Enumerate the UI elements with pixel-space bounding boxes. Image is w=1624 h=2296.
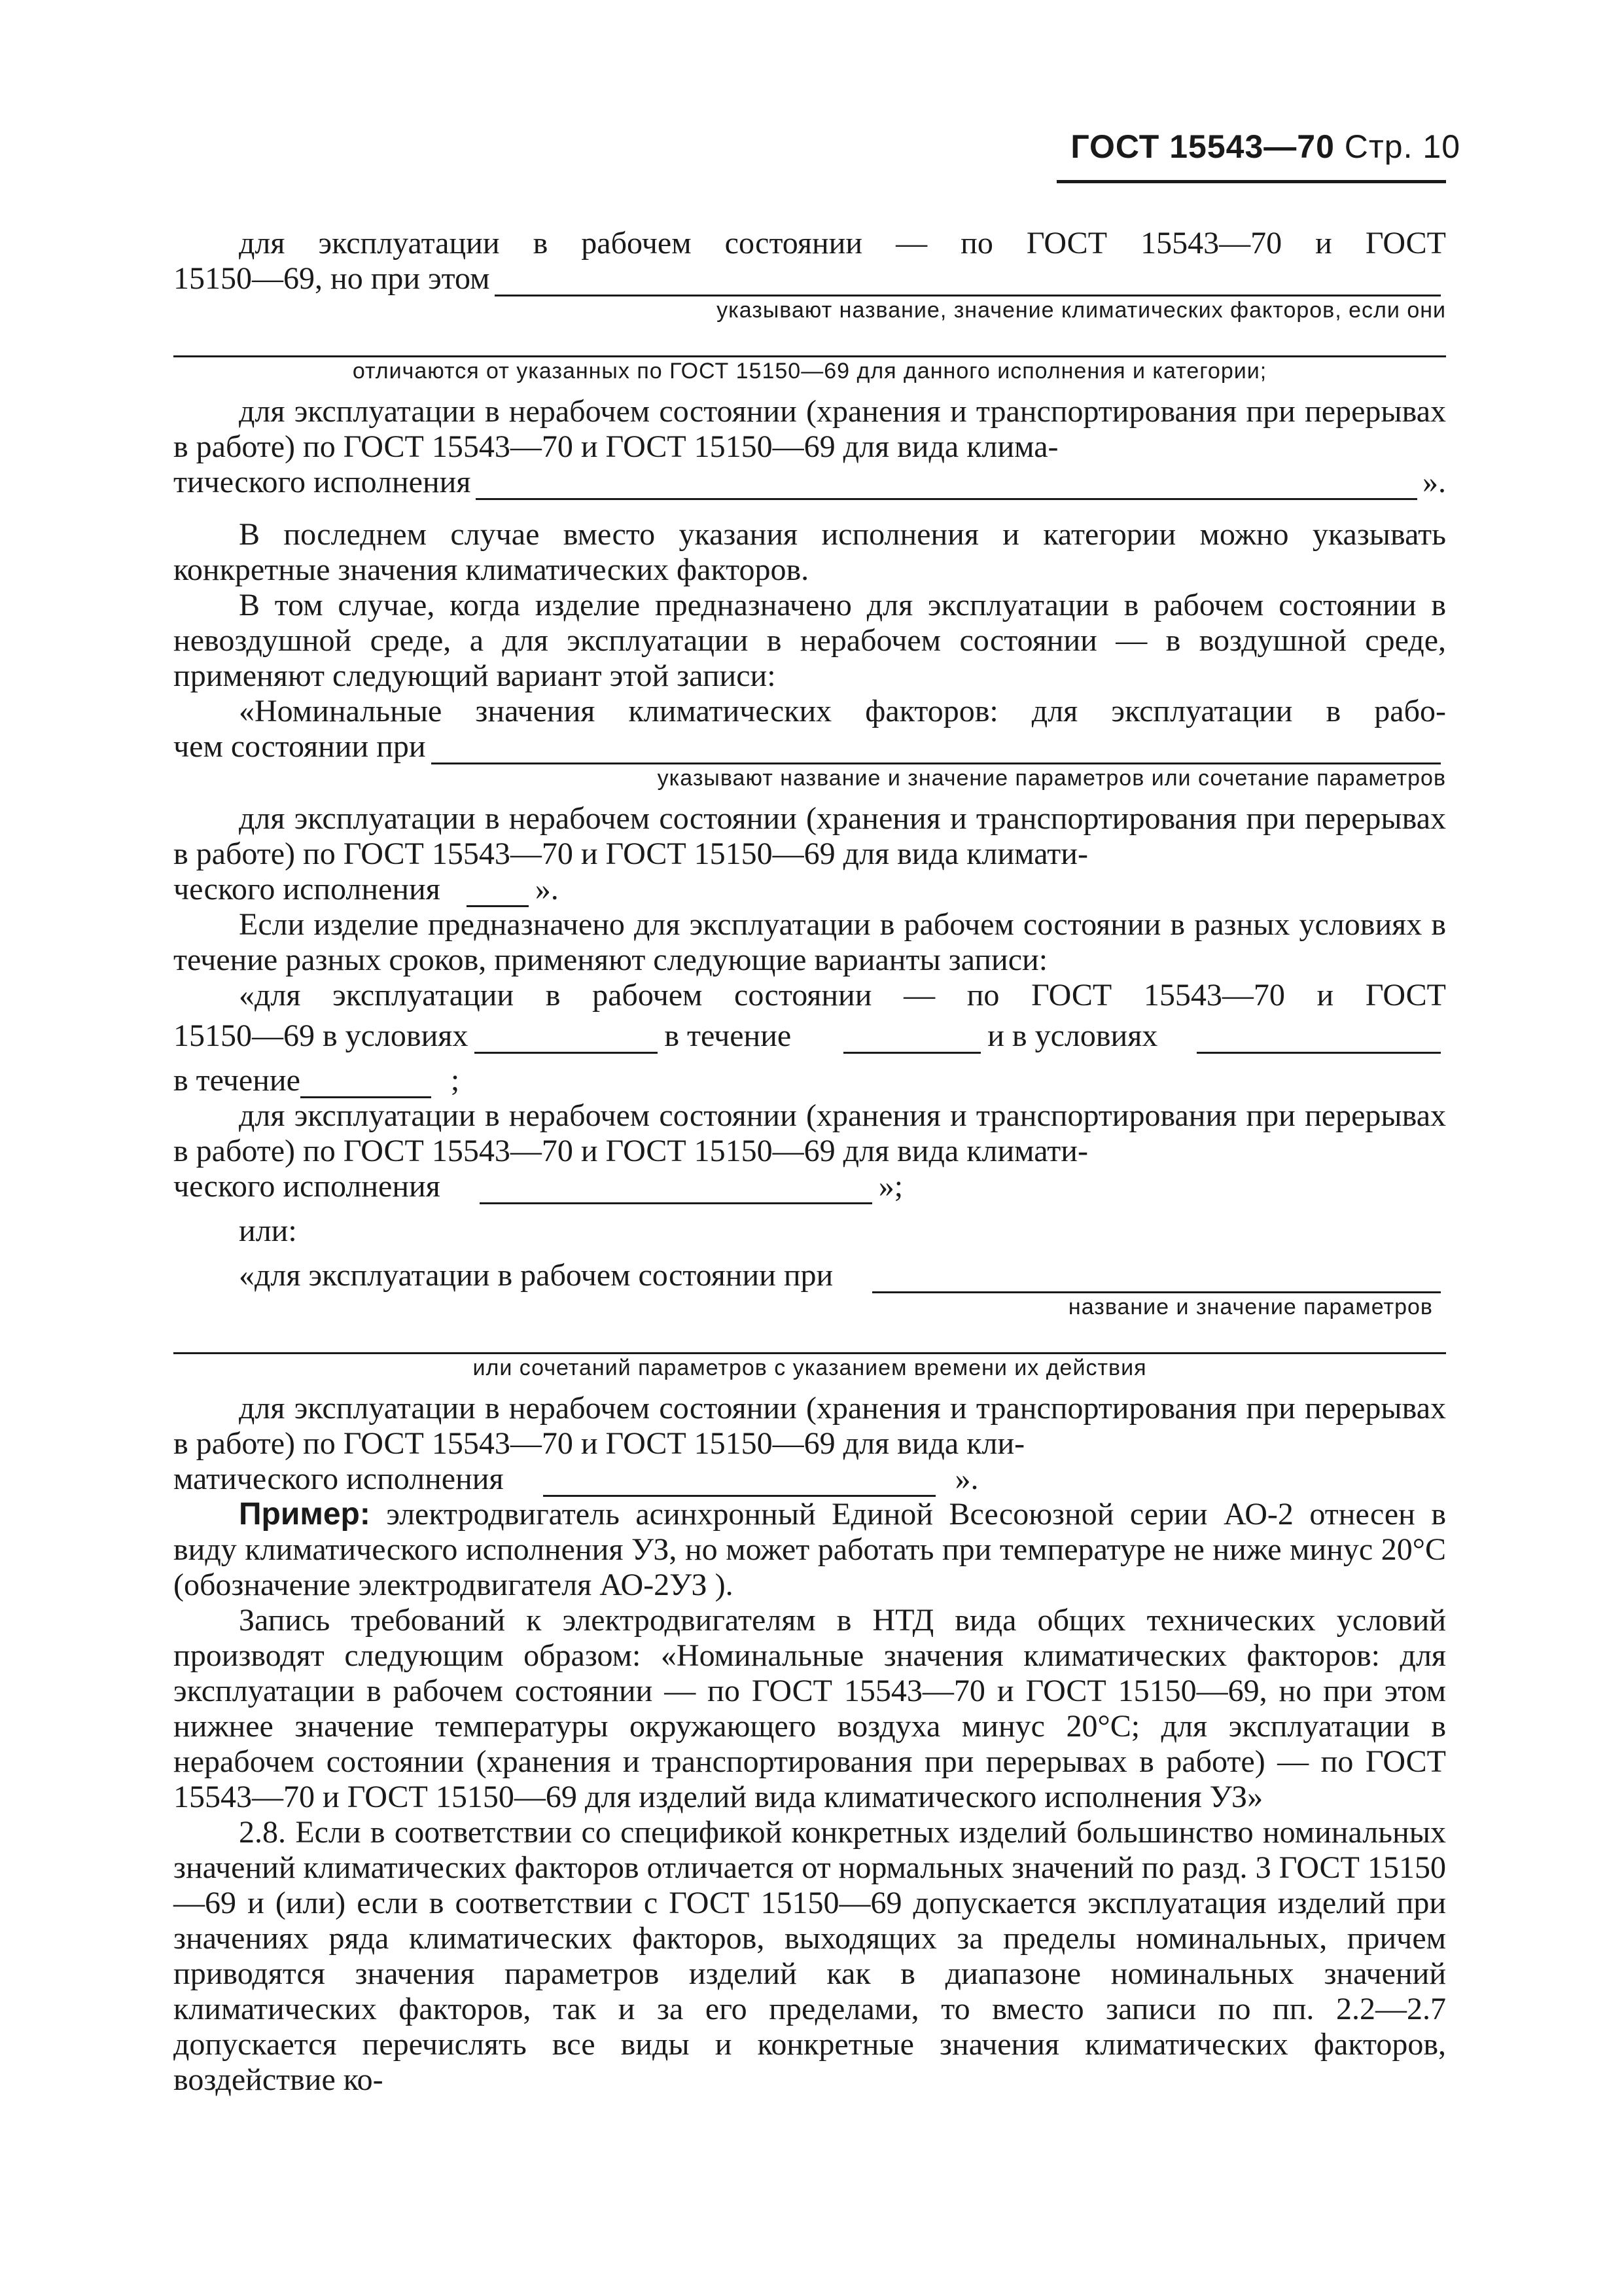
para2-end-text: тического исполнения (173, 465, 471, 499)
para4-text: В том случае, когда изделие предназначено для эксплуатации в рабочем состоянии в невоздушной среде, а для эксплуатации в нерабочем состоянии — в воздушной среде, применяют следующий вариант этой записи: (173, 588, 1446, 693)
blank-line (474, 1026, 658, 1054)
para9-end (173, 1169, 1446, 1204)
para1-line2 (173, 261, 1446, 296)
blank-line (872, 1265, 1441, 1293)
para8-seg3: и в условиях (987, 1018, 1158, 1053)
blank-line-full (173, 1326, 1446, 1354)
para1-line1: для эксплуатации в рабочем состоянии — по ГОСТ 15543—70 и ГОСТ (239, 226, 1446, 260)
blank-line (300, 1070, 431, 1098)
caption-text: указывают название, значение климатических факторов, если они (716, 298, 1446, 323)
closing-quote: ». (1422, 465, 1446, 499)
para8-line1: «для эксплуатации в рабочем состоянии — по ГОСТ 15543—70 и ГОСТ (239, 978, 1446, 1013)
para6-end-text: ческого исполнения (173, 872, 440, 906)
para3-text: В последнем случае вместо указания исполнения и категории можно указывать конкретные значения климатических факторов. (173, 517, 1446, 587)
or-word: или: (239, 1213, 297, 1248)
blank-line (480, 1176, 872, 1204)
caption-text: отличаются от указанных по ГОСТ 15150—69 для данного исполнения и категории; (352, 359, 1267, 384)
example-paragraph (173, 1497, 1446, 1603)
para8-line3 (173, 1063, 1446, 1098)
page-number: Стр. 10 (1344, 128, 1460, 165)
header-rule (1057, 180, 1446, 183)
para8-line3-end: ; (450, 1063, 460, 1098)
para8-line3-text: в течение (173, 1063, 300, 1098)
caption-text: указывают название и значение параметров или сочетание параметров (657, 766, 1446, 791)
para8-seg1: 15150—69 в условиях (173, 1018, 468, 1053)
blank-line-full (173, 329, 1446, 357)
blank-line (1197, 1026, 1441, 1054)
para5-line2-text: чем состоянии при (173, 729, 426, 764)
example-text: электродвигатель асинхронный Единой Всесоюзной серии АО-2 отнесен в виду климатического исполнения УЗ, но может работать при температуре не ниже минус 20°С (обозначение электродвигателя АО-2УЗ ). (173, 1497, 1446, 1602)
para9-text: для эксплуатации в нерабочем состоянии (хранения и транспортирования при перерывах в работе) по ГОСТ 15543—70 и ГОСТ 15150—69 для вида климати- (173, 1098, 1446, 1168)
para11-end (173, 1462, 1446, 1497)
closing-quote: »; (878, 1169, 904, 1204)
closing-quote: ». (535, 872, 559, 906)
closing-quote: ». (955, 1462, 979, 1496)
blank-line (543, 1469, 936, 1497)
para12-text: Запись требований к электродвигателям в НТД вида общих технических условий производят следующим образом: «Номинальные значения климатических факторов: для эксплуатации в рабочем состоянии — по ГОСТ 15543—70 и ГОСТ 15150—69, но при этом нижнее значение температуры окружающего воздуха минус 20°С; для эксплуатации в нерабочем состоянии (хранения и транспортирования при перерывах в работе) — по ГОСТ 15543—70 и ГОСТ 15150—69 для изделий вида климатического исполнения УЗ» (173, 1603, 1446, 1814)
blank-line (495, 268, 1441, 296)
para10-text: «для эксплуатации в рабочем состоянии при (239, 1258, 834, 1293)
para11-text: для эксплуатации в нерабочем состоянии (хранения и транспортирования при перерывах в работе) по ГОСТ 15543—70 и ГОСТ 15150—69 для вида кли- (173, 1391, 1446, 1461)
caption-text: название и значение параметров (1068, 1295, 1433, 1319)
blank-line (476, 472, 1417, 500)
para5-line1: «Номинальные значения климатических факторов: для эксплуатации в рабо- (239, 694, 1446, 728)
blank-line (467, 879, 529, 907)
para10-line (173, 1258, 1446, 1293)
blank-line (431, 736, 1441, 764)
document-number: ГОСТ 15543—70 (1070, 128, 1335, 165)
para11-end-text: матического исполнения (173, 1462, 504, 1496)
para2-text: для эксплуатации в нерабочем состоянии (хранения и транспортирования при перерывах в работе) по ГОСТ 15543—70 и ГОСТ 15150—69 для вида клима- (173, 394, 1446, 464)
para8-seg2: в течение (664, 1018, 792, 1053)
example-label: Пример: (239, 1497, 370, 1532)
caption-text: или сочетаний параметров с указанием времени их действия (472, 1355, 1147, 1380)
para6-end (173, 872, 1446, 907)
para7-text: Если изделие предназначено для эксплуатации в рабочем состоянии в разных условиях в течение разных сроков, применяют следующие варианты записи: (173, 907, 1446, 977)
section-2-8-text: 2.8. Если в соответствии со спецификой конкретных изделий большинство номинальных значений климатических факторов отличается от нормальных значений по разд. 3 ГОСТ 15150—69 и (или) если в соответствии с ГОСТ 15150—69 допускается эксплуатация изделий при значениях ряда климатических факторов, выходящих за пределы номинальных, причем приводятся значения параметров изделий как в диапазоне номинальных значений климатических факторов, так и за его пределами, то вместо записи по пп. 2.2—2.7 допускается перечислять все виды и конкретные значения климатических факторов, воздействие ко- (173, 1815, 1446, 2097)
para8-line2 (173, 1018, 1446, 1054)
para2-end (173, 465, 1446, 500)
para6-text: для эксплуатации в нерабочем состоянии (хранения и транспортирования при перерывах в работе) по ГОСТ 15543—70 и ГОСТ 15150—69 для вида климати- (173, 801, 1446, 871)
para5-line2 (173, 729, 1446, 764)
document-body (173, 226, 1446, 2098)
blank-line (843, 1026, 981, 1054)
para1-line2-text: 15150—69, но при этом (173, 261, 490, 296)
para9-end-text: ческого исполнения (173, 1169, 440, 1204)
page-header (1070, 128, 1460, 166)
